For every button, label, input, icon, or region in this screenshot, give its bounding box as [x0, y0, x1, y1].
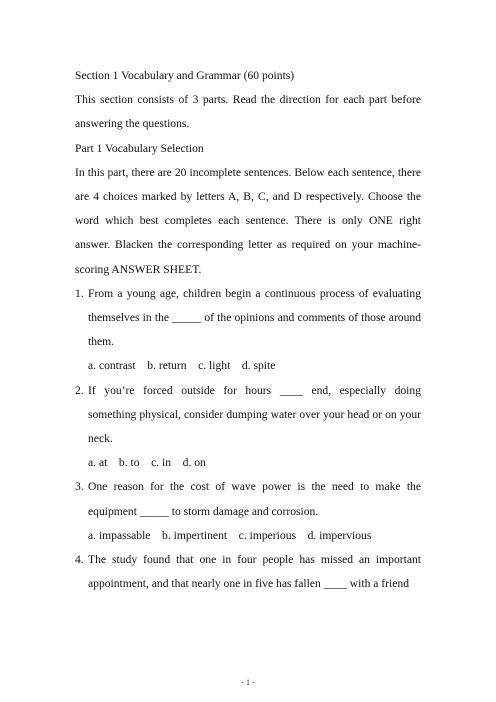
section-intro: This section consists of 3 parts. Read the direction for each part before answering the questions.	[75, 93, 421, 131]
question-text: From a young age, children begin a continuous process of evaluating themselves in the _____ of the opinions and comments of those around them.	[88, 286, 421, 349]
question-item	[75, 475, 421, 548]
page-number: - 1 -	[241, 678, 255, 687]
question-number: 4.	[75, 553, 84, 567]
part-title: Part 1 Vocabulary Selection	[75, 141, 204, 155]
question-item	[75, 282, 421, 379]
question-options: a. contrast b. return c. light d. spite	[88, 359, 276, 373]
question-text: One reason for the cost of wave power is the need to make the equipment _____ to storm damage and corrosion.	[88, 480, 421, 518]
question-number: 3.	[75, 480, 84, 494]
part-intro: In this part, there are 20 incomplete sentences. Below each sentence, there are 4 choices marked by letters A, B, C, and D respectively. Choose the word which best completes each sentence. There is only ONE right answer. Blacken the corresponding letter as required on your machine-scoring ANSWER SHEET.	[75, 165, 421, 276]
question-text: The study found that one in four people has missed an important appointment, and that nearly one in five has fallen ____ with a friend	[88, 553, 421, 591]
question-item	[75, 379, 421, 476]
question-number: 1.	[75, 286, 84, 300]
question-options: a. at b. to c. in d. on	[88, 456, 206, 470]
question-options: a. impassable b. impertinent c. imperious d. impervious	[88, 528, 372, 542]
question-text: If you’re forced outside for hours ____ end, especially doing something physical, consider dumping water over your head or on your neck.	[88, 383, 421, 446]
section-title: Section 1 Vocabulary and Grammar (60 points)	[75, 69, 295, 82]
document-content	[75, 64, 421, 596]
question-item	[75, 548, 421, 596]
question-number: 2.	[75, 383, 84, 397]
